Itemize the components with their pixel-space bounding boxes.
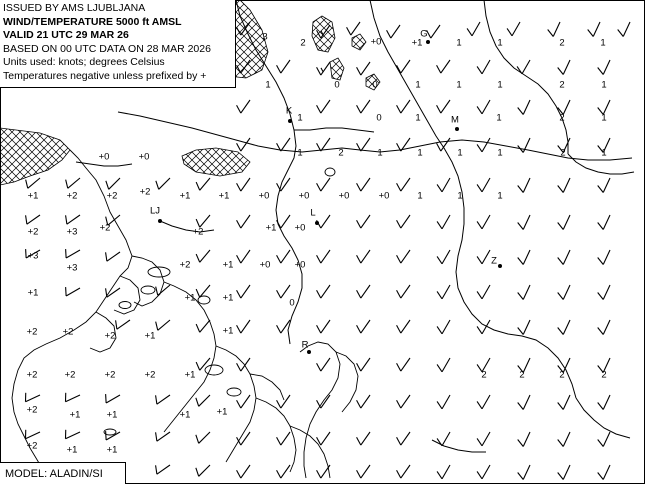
temperature-label: +1 (411, 37, 423, 49)
temperature-label: 1 (297, 112, 303, 124)
city-marker-l (315, 221, 319, 225)
temperature-label: +2 (99, 222, 111, 234)
city-label-m: M (451, 114, 459, 126)
temperature-label: 1 (417, 147, 423, 159)
temperature-label: +1 (144, 330, 156, 342)
city-label-lj: LJ (149, 205, 161, 217)
temperature-label: 1 (377, 147, 383, 159)
temperature-label: +3 (66, 262, 78, 274)
model-label: MODEL: ALADIN/SI (5, 467, 103, 480)
temperature-label: +0 (378, 190, 390, 202)
temperature-label: 3 (262, 31, 268, 43)
temperature-label: +2 (26, 440, 38, 452)
temperature-label: +1 (222, 292, 234, 304)
temperature-label: +1 (218, 190, 230, 202)
temperature-label: 1 (415, 79, 421, 91)
temperature-label: +2 (139, 186, 151, 198)
temperature-label: +2 (27, 226, 39, 238)
city-marker-k (288, 119, 292, 123)
temperature-label: +2 (106, 190, 118, 202)
city-marker-m (455, 127, 459, 131)
temperature-label: 0 (289, 297, 295, 309)
city-marker-g (426, 40, 430, 44)
temperature-label: +2 (192, 226, 204, 238)
temperature-label: 1 (497, 147, 503, 159)
temperature-label: +1 (222, 259, 234, 271)
temperature-label: +1 (222, 325, 234, 337)
temperature-label: 1 (297, 147, 303, 159)
temperature-label: +3 (27, 250, 39, 262)
temperature-label: 1 (601, 112, 607, 124)
temperature-label: +1 (27, 287, 39, 299)
temperature-label: 1 (497, 79, 503, 91)
city-marker-r (307, 350, 311, 354)
temperature-label: +1 (179, 190, 191, 202)
temperature-label: 1 (496, 112, 502, 124)
temperature-label: +2 (144, 369, 156, 381)
temperature-label: 1 (601, 79, 607, 91)
temperature-label: 2 (559, 112, 565, 124)
city-label-k: K (285, 105, 293, 117)
temperature-label: +2 (26, 326, 38, 338)
city-label-l: L (310, 207, 316, 219)
chart-header-block (0, 0, 236, 88)
temperature-label: 2 (559, 79, 565, 91)
temperature-label: +2 (104, 330, 116, 342)
temperature-label: +2 (26, 369, 38, 381)
temperature-label: +1 (66, 444, 78, 456)
temperature-label: 1 (415, 112, 421, 124)
temperature-label: +0 (259, 259, 271, 271)
temperature-label: +2 (179, 259, 191, 271)
temperature-label: +1 (265, 222, 277, 234)
temperature-label: 2 (560, 147, 566, 159)
city-label-g: G (420, 28, 428, 40)
temperature-label: 1 (457, 190, 463, 202)
temperature-label: +0 (294, 222, 306, 234)
temperature-label: +0 (338, 190, 350, 202)
city-label-z: Z (491, 255, 497, 267)
temperature-label: 0 (372, 79, 378, 91)
temperature-label: +2 (26, 404, 38, 416)
city-marker-z (498, 264, 502, 268)
temperature-label: +2 (64, 369, 76, 381)
header-line-3: BASED ON 00 UTC DATA ON 28 MAR 2026 (3, 42, 211, 55)
temperature-label: 0 (334, 79, 340, 91)
temperature-label: 1 (456, 37, 462, 49)
temperature-label: +1 (216, 406, 228, 418)
model-label-box (0, 462, 126, 484)
temperature-label: 1 (600, 37, 606, 49)
temperature-label: +0 (294, 259, 306, 271)
temperature-label: 2 (481, 369, 487, 381)
header-line-1: WIND/TEMPERATURE 5000 ft AMSL (3, 15, 182, 28)
temperature-label: 1 (457, 147, 463, 159)
temperature-label: +1 (106, 444, 118, 456)
temperature-label: +0 (298, 190, 310, 202)
city-marker-lj (158, 219, 162, 223)
temperature-label: 2 (519, 369, 525, 381)
temperature-label: +0 (258, 190, 270, 202)
temperature-label: 2 (338, 147, 344, 159)
temperature-label: +1 (184, 369, 196, 381)
header-line-4: Units used: knots; degrees Celsius (3, 56, 165, 69)
header-line-0: ISSUED BY AMS LJUBLJANA (3, 2, 146, 14)
temperature-label: +1 (184, 292, 196, 304)
temperature-label: +3 (66, 226, 78, 238)
temperature-label: 1 (265, 79, 271, 91)
temperature-label: +1 (106, 409, 118, 421)
header-line-2: VALID 21 UTC 29 MAR 26 (3, 29, 129, 42)
temperature-label: +0 (98, 151, 110, 163)
temperature-label: 1 (417, 190, 423, 202)
temperature-label: +0 (138, 151, 150, 163)
temperature-label: +1 (69, 409, 81, 421)
temperature-label: 1 (601, 147, 607, 159)
temperature-label: +2 (104, 369, 116, 381)
city-label-r: R (301, 339, 309, 351)
temperature-label: 2 (559, 37, 565, 49)
temperature-label: 0 (376, 112, 382, 124)
temperature-label: 1 (497, 37, 503, 49)
temperature-label: 1 (456, 79, 462, 91)
temperature-label: 1 (497, 190, 503, 202)
header-line-5: Temperatures negative unless prefixed by + (3, 69, 207, 82)
temperature-label: 2 (300, 37, 306, 49)
temperature-label: +1 (27, 190, 39, 202)
temperature-label: +1 (179, 409, 191, 421)
temperature-label: +2 (62, 326, 74, 338)
temperature-label: +0 (370, 36, 382, 48)
temperature-label: +2 (66, 190, 78, 202)
temperature-label: 2 (559, 369, 565, 381)
temperature-label: 2 (601, 369, 607, 381)
